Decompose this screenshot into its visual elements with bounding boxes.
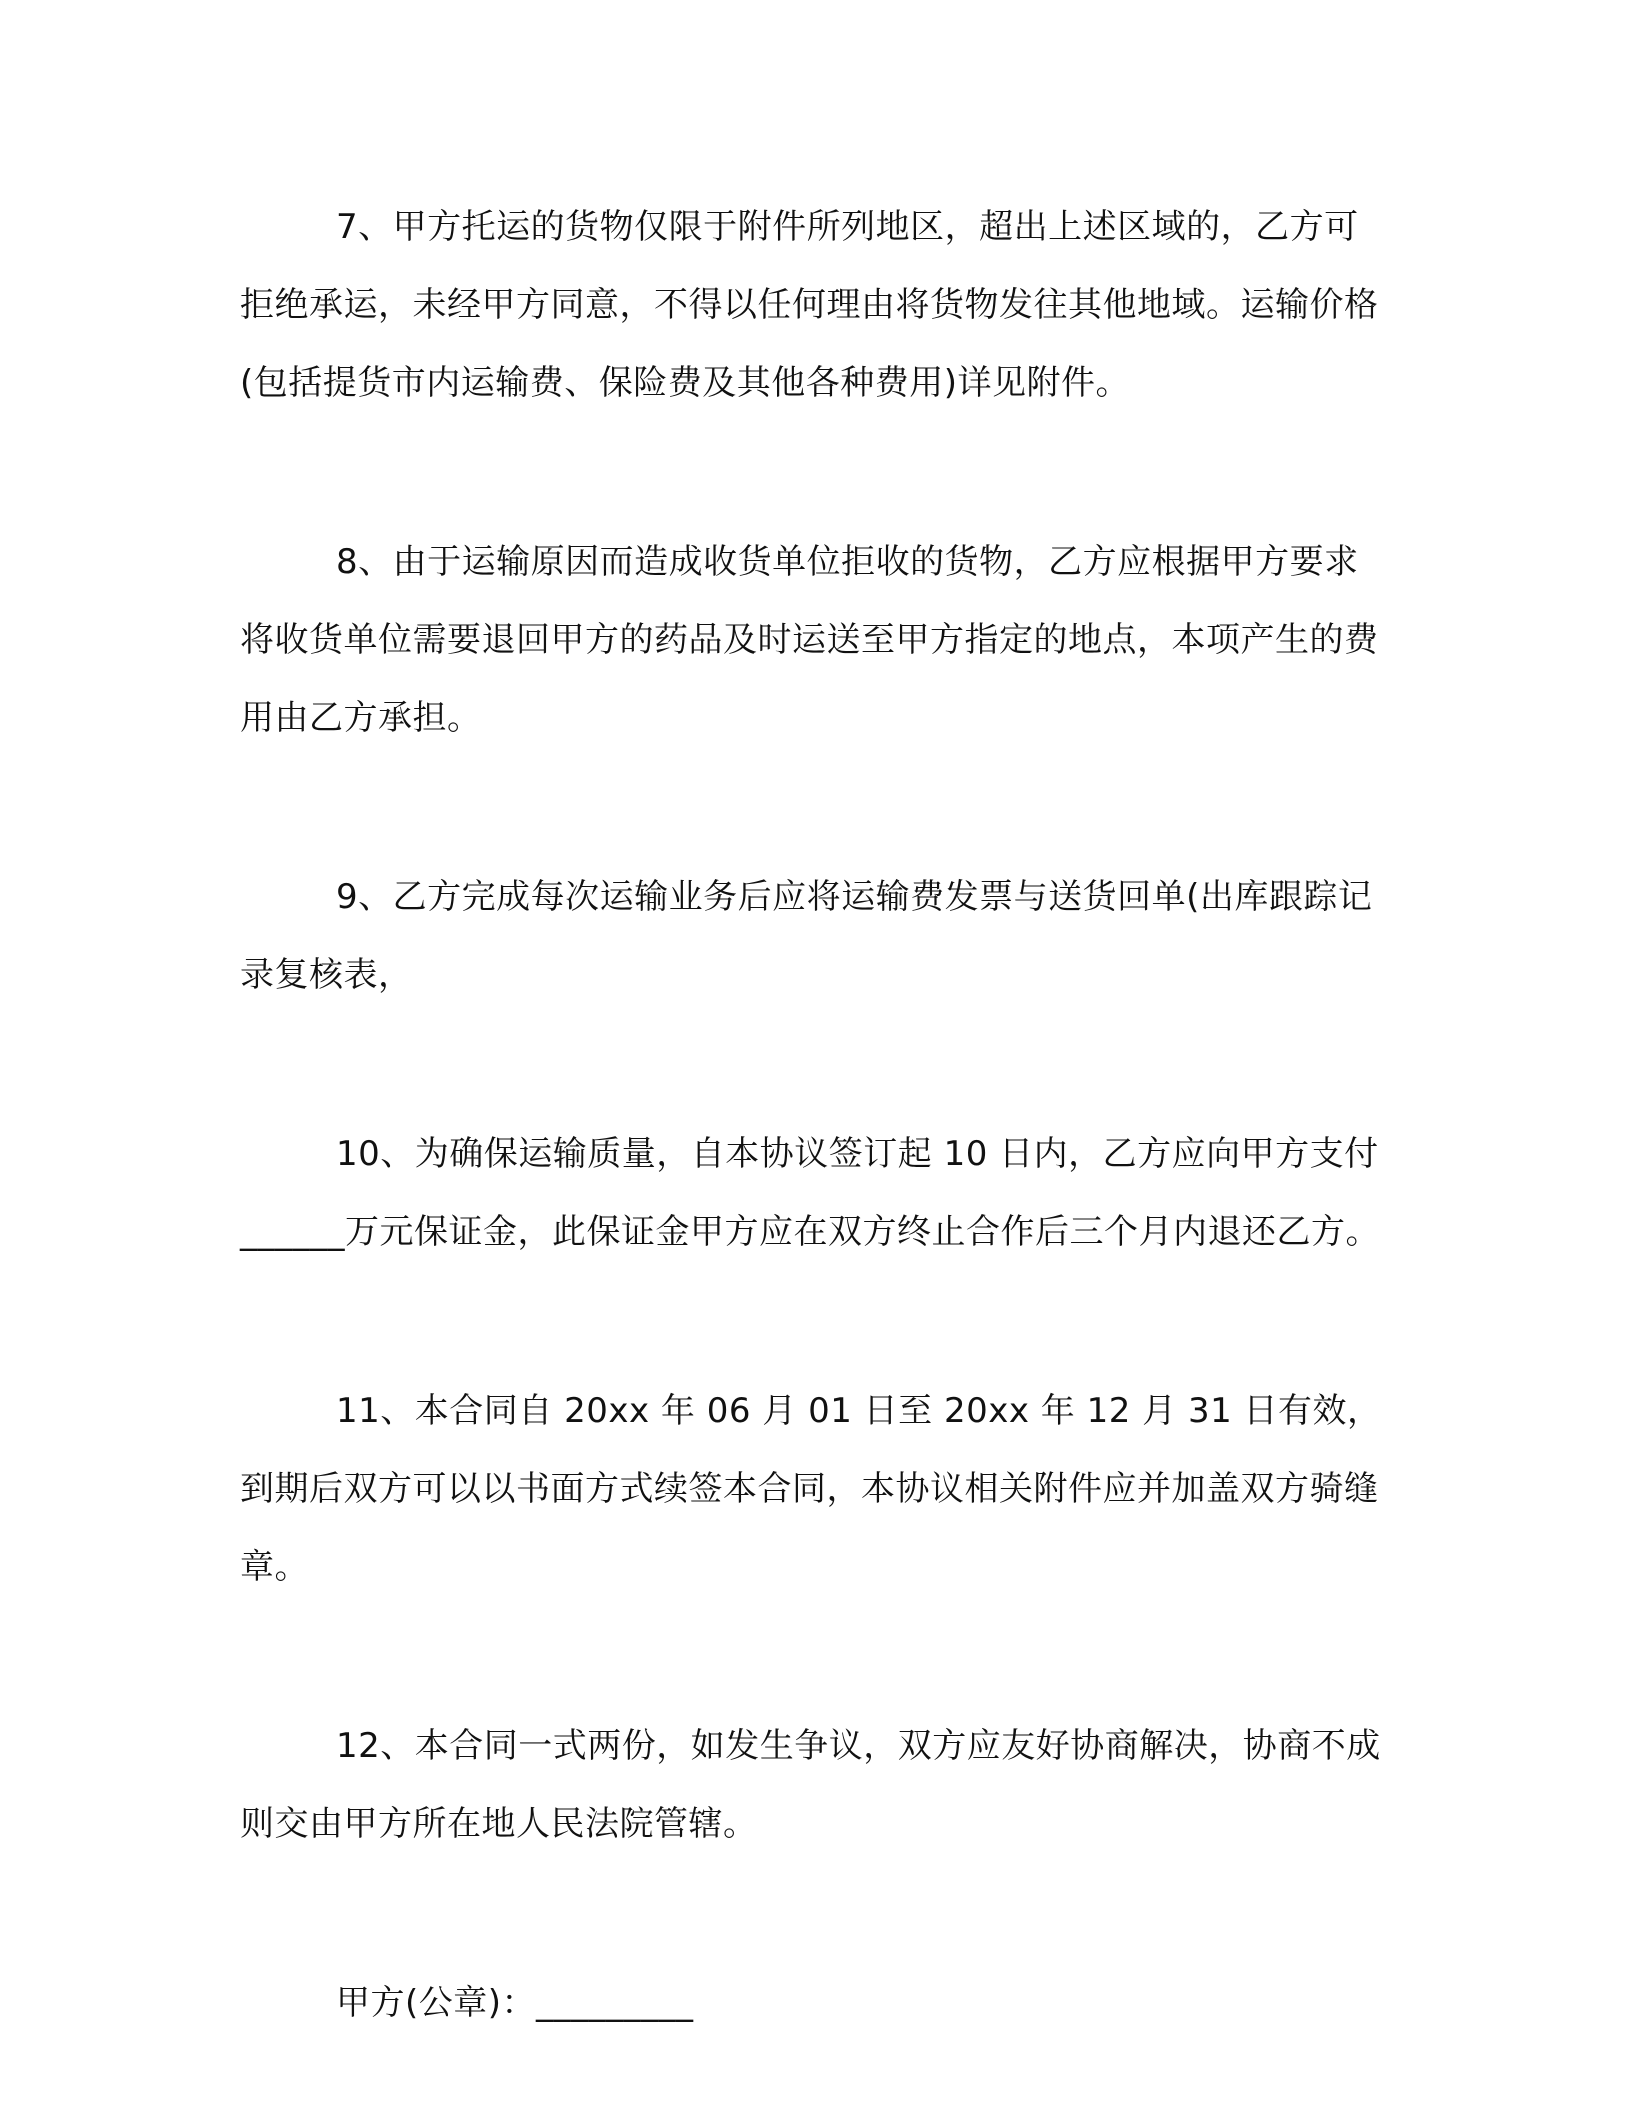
document-body (240, 188, 1392, 2042)
clause-7-paragraph: 7、甲方托运的货物仅限于附件所列地区，超出上述区域的，乙方可拒绝承运，未经甲方同意，不得以任何理由将货物发往其他地域。运输价格(包括提货市内运输费、保险费及其他各种费用)详见附件。 (240, 207, 1379, 403)
clause-12-paragraph: 12、本合同一式两份，如发生争议，双方应友好协商解决，协商不成则交由甲方所在地人民法院管辖。 (240, 1726, 1381, 1844)
clause-11-paragraph: 11、本合同自 20xx 年 06 月 01 日至 20xx 年 12 月 31 日有效，到期后双方可以以书面方式续签本合同，本协议相关附件应并加盖双方骑缝章。 (240, 1391, 1382, 1587)
clause-9-paragraph: 9、乙方完成每次运输业务后应将运输费发票与送货回单(出库跟踪记录复核表， (240, 877, 1373, 995)
party-a-seal-line: 甲方(公章)：_________ (336, 1983, 694, 2023)
clause-10-paragraph: 10、为确保运输质量，自本协议签订起 10 日内，乙方应向甲方支付______万元保证金，此保证金甲方应在双方终止合作后三个月内退还乙方。 (240, 1134, 1380, 1252)
clause-8-paragraph: 8、由于运输原因而造成收货单位拒收的货物，乙方应根据甲方要求将收货单位需要退回甲方的药品及时运送至甲方指定的地点，本项产生的费用由乙方承担。 (240, 542, 1379, 738)
